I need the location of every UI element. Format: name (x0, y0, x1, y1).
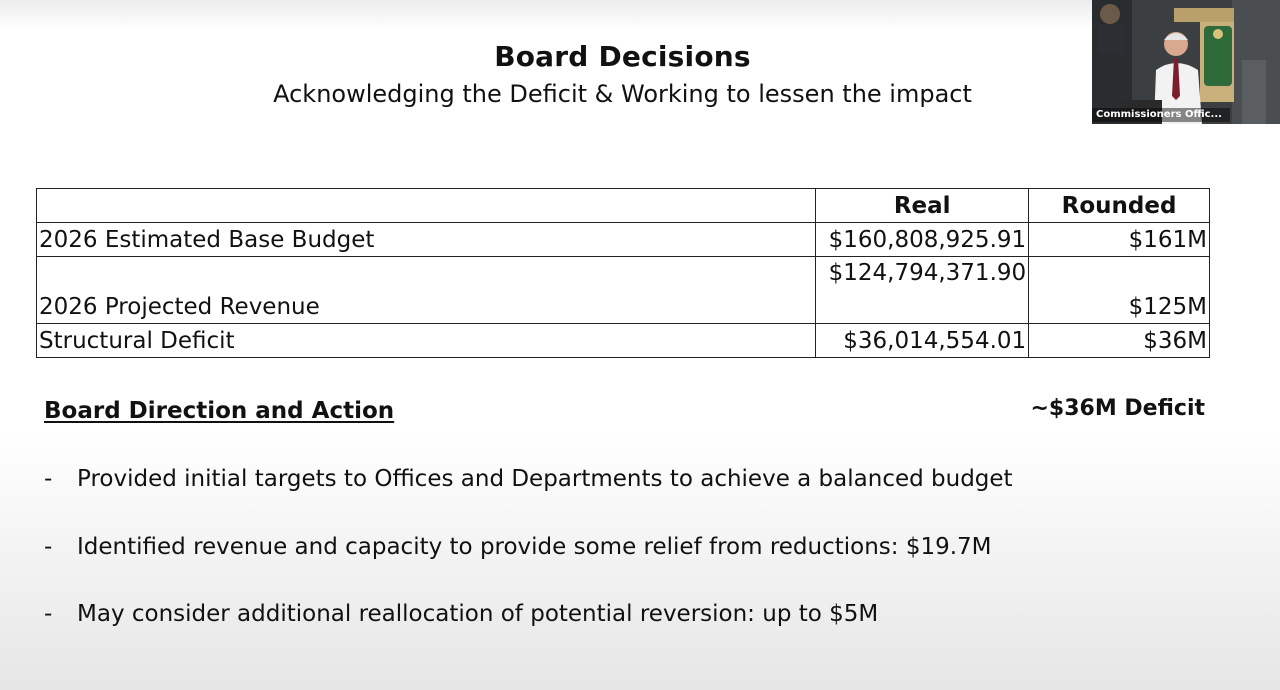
participant-name-label: Commissioners Offic... (1092, 108, 1230, 122)
slide-subtitle: Acknowledging the Deficit & Working to lessen the impact (273, 80, 972, 108)
list-item (44, 466, 1013, 492)
header-label (37, 189, 816, 223)
bullet-dash: - (44, 466, 53, 492)
row-rounded-value: $125M (1029, 257, 1210, 324)
participant-video-tile[interactable] (1092, 0, 1280, 124)
bullet-text: May consider additional reallocation of potential reversion: up to $5M (77, 601, 879, 627)
video-feed (1092, 0, 1280, 124)
table-row (37, 223, 1210, 257)
row-rounded-value: $36M (1029, 324, 1210, 358)
row-label: Structural Deficit (37, 324, 816, 358)
table-header-row (37, 189, 1210, 223)
list-item (44, 534, 992, 560)
header-rounded: Rounded (1029, 189, 1210, 223)
section-heading: Board Direction and Action (44, 398, 395, 424)
list-item (44, 601, 878, 627)
bullet-dash: - (44, 601, 53, 627)
bullet-text: Identified revenue and capacity to provide some relief from reductions: $19.7M (77, 534, 992, 560)
header-real: Real (816, 189, 1029, 223)
row-real-value: $36,014,554.01 (816, 324, 1029, 358)
slide-title: Board Decisions (494, 40, 751, 73)
row-rounded-value: $161M (1029, 223, 1210, 257)
row-label: 2026 Estimated Base Budget (37, 223, 816, 257)
budget-table (36, 188, 1210, 358)
bullet-text: Provided initial targets to Offices and Departments to achieve a balanced budget (77, 466, 1013, 492)
table-row (37, 257, 1210, 324)
bullet-dash: - (44, 534, 53, 560)
table-row (37, 324, 1210, 358)
deficit-note: ~$36M Deficit (1030, 396, 1205, 421)
row-real-value: $124,794,371.90 (816, 257, 1029, 324)
row-real-value: $160,808,925.91 (816, 223, 1029, 257)
row-label: 2026 Projected Revenue (37, 257, 816, 324)
